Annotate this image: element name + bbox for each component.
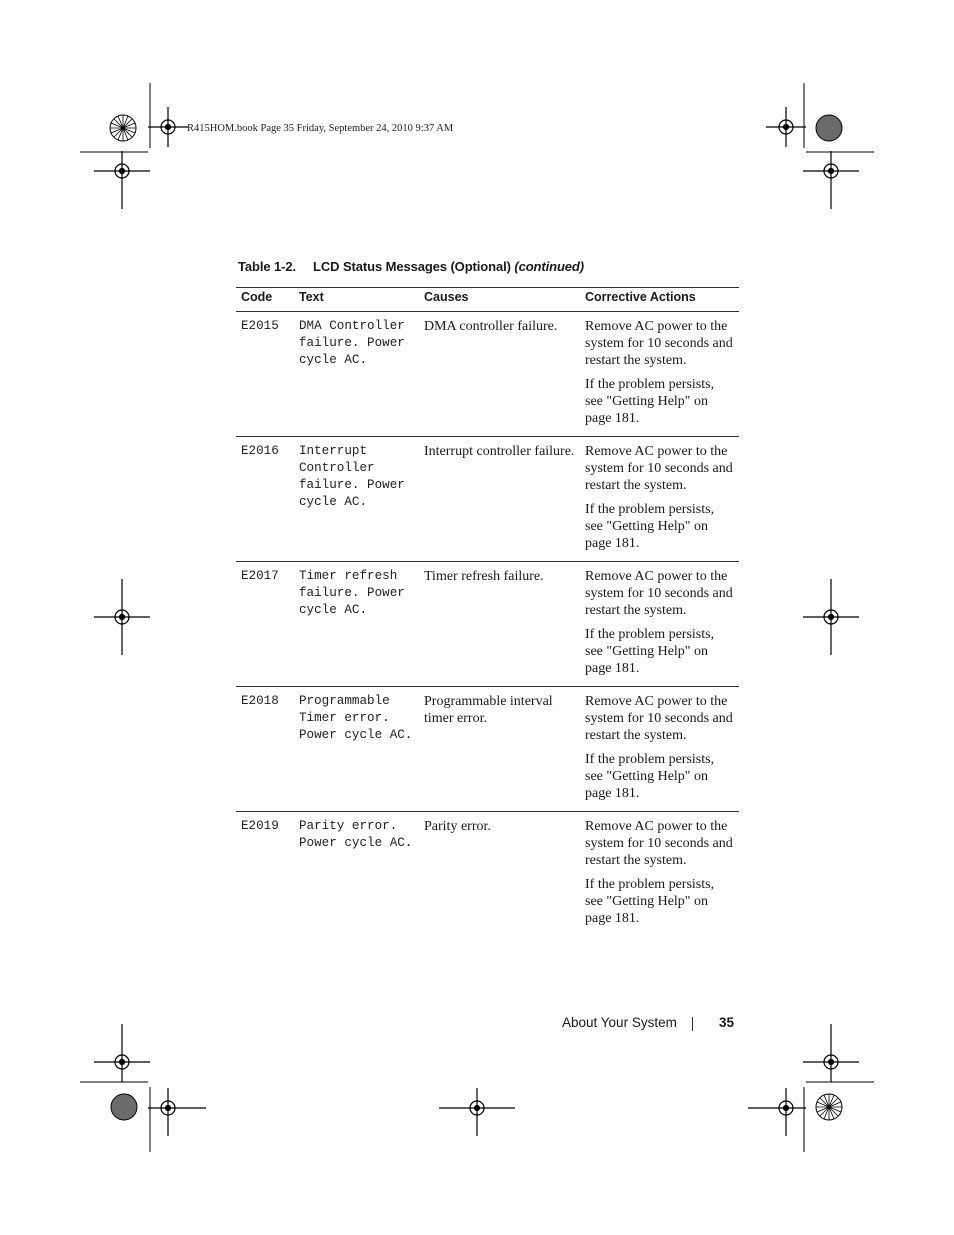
cell-code: E2018 bbox=[236, 687, 294, 812]
cell-code: E2015 bbox=[236, 312, 294, 437]
action-step: If the problem persists, see "Getting Help" on page 181. bbox=[585, 502, 715, 551]
header-code: Code bbox=[236, 288, 294, 312]
action-step: Remove AC power to the system for 10 seconds and restart the system. bbox=[585, 319, 733, 368]
header-corrective-actions: Corrective Actions bbox=[580, 288, 739, 312]
print-header: R415HOM.book Page 35 Friday, September 24, 2010 9:37 AM bbox=[187, 123, 454, 134]
footer-section-title: About Your System bbox=[562, 1015, 677, 1030]
cell-text: DMA Controller failure. Power cycle AC. bbox=[294, 312, 419, 437]
header-causes: Causes bbox=[419, 288, 580, 312]
action-step: Remove AC power to the system for 10 seconds and restart the system. bbox=[585, 694, 733, 743]
caption-title: LCD Status Messages (Optional) bbox=[313, 259, 511, 274]
header-text: Text bbox=[294, 288, 419, 312]
cell-actions bbox=[580, 312, 739, 437]
cell-cause: Parity error. bbox=[424, 819, 491, 834]
cell-actions bbox=[580, 437, 739, 562]
page-number: 35 bbox=[719, 1015, 735, 1030]
table-row bbox=[236, 312, 739, 437]
cell-actions bbox=[580, 812, 739, 937]
table-row bbox=[236, 687, 739, 812]
cell-actions bbox=[580, 687, 739, 812]
cell-cause: Interrupt controller failure. bbox=[419, 437, 580, 562]
cell-text: Timer refresh failure. Power cycle AC. bbox=[294, 562, 419, 687]
action-step: If the problem persists, see "Getting Help" on page 181. bbox=[585, 752, 715, 801]
table-row bbox=[236, 562, 739, 687]
cell-code: E2016 bbox=[236, 437, 294, 562]
cell-actions bbox=[580, 562, 739, 687]
action-step: Remove AC power to the system for 10 seconds and restart the system. bbox=[585, 819, 733, 868]
cell-cause: Timer refresh failure. bbox=[419, 562, 580, 687]
caption-label: Table 1-2. bbox=[238, 259, 297, 274]
cell-text: Programmable Timer error. Power cycle AC. bbox=[294, 687, 419, 812]
footer-divider bbox=[692, 1017, 693, 1031]
table-header-row bbox=[236, 288, 739, 312]
caption-continued: (continued) bbox=[514, 259, 585, 274]
lcd-status-table bbox=[236, 287, 739, 936]
action-step: Remove AC power to the system for 10 seconds and restart the system. bbox=[585, 569, 733, 618]
action-step: If the problem persists, see "Getting Help" on page 181. bbox=[585, 627, 715, 676]
action-step: Remove AC power to the system for 10 seconds and restart the system. bbox=[585, 444, 733, 493]
cell-code: E2019 bbox=[241, 819, 279, 833]
cell-text: Parity error. Power cycle AC. bbox=[299, 819, 413, 850]
action-step: If the problem persists, see "Getting Help" on page 181. bbox=[585, 377, 715, 426]
cell-cause: Programmable interval timer error. bbox=[419, 687, 580, 812]
cell-text: Interrupt Controller failure. Power cycle AC. bbox=[294, 437, 419, 562]
table-caption bbox=[238, 259, 584, 274]
action-step: If the problem persists, see "Getting Help" on page 181. bbox=[585, 877, 715, 926]
table-row bbox=[236, 437, 739, 562]
table-row bbox=[236, 812, 739, 937]
cell-cause: DMA controller failure. bbox=[419, 312, 580, 437]
cell-code: E2017 bbox=[236, 562, 294, 687]
